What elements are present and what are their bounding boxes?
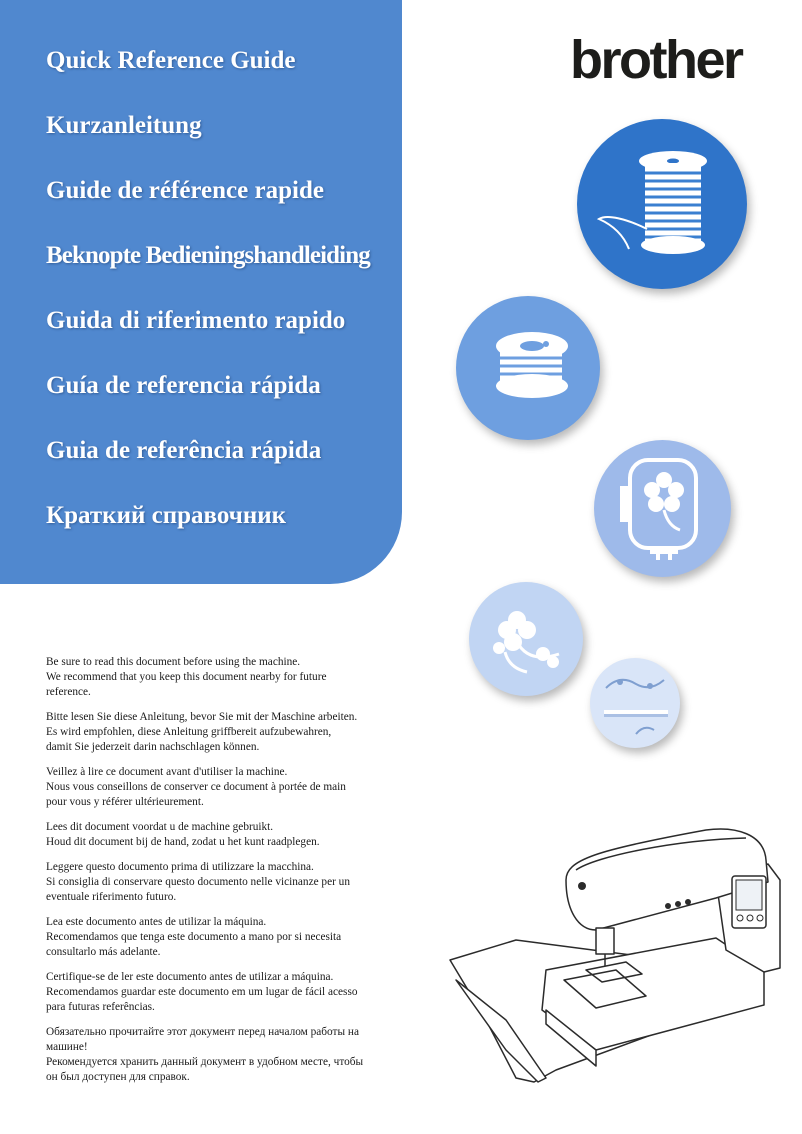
note-line: Houd dit document bij de hand, zodat u het kunt raadplegen. xyxy=(46,836,320,848)
note-line: Lea este documento antes de utilizar la máquina. xyxy=(46,916,267,928)
sewing-machine-illustration xyxy=(446,820,788,1100)
note-line: damit Sie jederzeit darin nachschlagen können. xyxy=(46,741,260,753)
thread-spool-icon xyxy=(577,119,747,289)
note-ru xyxy=(46,1025,391,1085)
note-line: Be sure to read this document before using the machine. xyxy=(46,656,301,668)
note-es xyxy=(46,915,391,960)
note-line: pour vous y référer ultérieurement. xyxy=(46,796,204,808)
title-fr: Guide de référence rapide xyxy=(46,177,324,204)
title-it: Guida di riferimento rapido xyxy=(46,307,346,334)
note-line: он был доступен для справок. xyxy=(46,1071,190,1083)
note-line: Veillez à lire ce document avant d'utiliser la machine. xyxy=(46,766,288,778)
title-es: Guía de referencia rápida xyxy=(46,372,321,399)
note-line: Recomendamos que tenga este documento a mano por si necesita xyxy=(46,931,342,943)
note-line: Recomendamos guardar este documento em um lugar de fácil acesso xyxy=(46,986,358,998)
note-line: reference. xyxy=(46,686,91,698)
title-ru: Краткий справочник xyxy=(46,502,287,529)
note-nl xyxy=(46,820,391,850)
note-line: Обязательно прочитайте этот документ перед началом работы на xyxy=(46,1026,359,1038)
note-line: Certifique-se de ler este documento antes de utilizar a máquina. xyxy=(46,971,334,983)
usage-notes xyxy=(46,655,391,1095)
note-line: Lees dit document voordat u de machine gebruikt. xyxy=(46,821,274,833)
title-list xyxy=(46,46,370,566)
flower-embroidery-icon xyxy=(469,582,583,696)
note-line: машине! xyxy=(46,1041,88,1053)
note-line: Nous vous conseillons de conserver ce document à portée de main xyxy=(46,781,346,793)
note-en xyxy=(46,655,391,700)
title-de: Kurzanleitung xyxy=(46,112,202,139)
note-line: para futuras referências. xyxy=(46,1001,155,1013)
embroidery-frame-icon xyxy=(594,440,731,577)
title-nl: Beknopte Bedieningshandleiding xyxy=(46,242,370,269)
note-it xyxy=(46,860,391,905)
note-line: We recommend that you keep this document nearby for future xyxy=(46,671,327,683)
note-line: eventuale riferimento futuro. xyxy=(46,891,177,903)
title-pt: Guia de referência rápida xyxy=(46,437,322,464)
note-line: Si consiglia di conservare questo documento nelle vicinanze per un xyxy=(46,876,350,888)
note-fr xyxy=(46,765,391,810)
note-line: Leggere questo documento prima di utilizzare la macchina. xyxy=(46,861,314,873)
note-line: Bitte lesen Sie diese Anleitung, bevor Sie mit der Maschine arbeiten. xyxy=(46,711,358,723)
note-line: Рекомендуется хранить данный документ в удобном месте, чтобы xyxy=(46,1056,364,1068)
title-en: Quick Reference Guide xyxy=(46,47,296,74)
note-de xyxy=(46,710,391,755)
note-line: consultarlo más adelante. xyxy=(46,946,161,958)
brother-logo: brother xyxy=(570,30,742,90)
note-pt xyxy=(46,970,391,1015)
note-line: Es wird empfohlen, diese Anleitung griffbereit aufzubewahren, xyxy=(46,726,332,738)
title-panel xyxy=(0,0,402,584)
border-embroidery-icon xyxy=(590,658,680,748)
bobbin-icon xyxy=(456,296,600,440)
